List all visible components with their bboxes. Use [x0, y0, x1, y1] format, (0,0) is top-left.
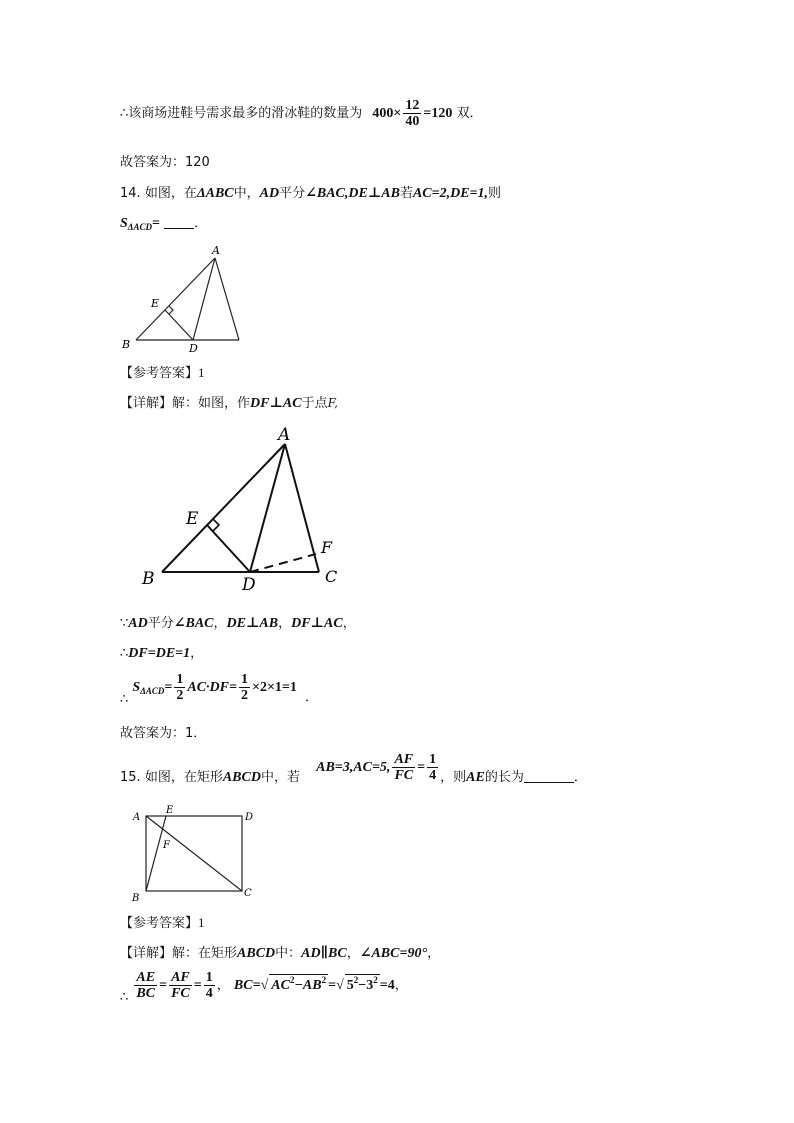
fig3-label-f: F [163, 840, 170, 851]
q14-step1-angle: ∠BAC [173, 616, 214, 631]
q14-detail-expr: DF⊥AC [250, 396, 302, 411]
q15-step-sqrt1: $AC^2-AB^2$ [271, 975, 327, 993]
q14-s-sub: ΔACD [127, 222, 152, 232]
q15-step: ∴ $\frac{AE}{BC}$ = $\frac{AF}{FC}$ = $\frac{1}{4}$ ， BC=√ $AC^2-AB^2$ =√ $5^2-3^2 =4$， [120, 970, 408, 1005]
q15-number: 15. [120, 770, 141, 785]
q14-step2-end: ， [190, 646, 204, 661]
q15-step-frac-c: $\frac{1}{4}$ [205, 970, 213, 1001]
q14-ref-answer [120, 362, 205, 381]
q15-frac1: $\frac{AF}{FC}$ [394, 752, 414, 783]
q14-step3-frac2: $\frac{1}{2}$ [240, 672, 248, 703]
q14-ref-answer-value: 1 [198, 365, 205, 380]
q15-step-sqrt2: $5^2-3^2$ [346, 975, 378, 993]
q14-detail-text1: 解：如图，作 [172, 396, 251, 411]
q14-step3 [120, 672, 318, 707]
q15-answer-blank[interactable] [524, 770, 574, 783]
q14-step1-comma3: ， [342, 616, 356, 631]
q15-detail-end: ， [427, 946, 441, 961]
q13-conclusion-suffix: 双． [456, 106, 483, 121]
fig1-label-a: A [212, 244, 220, 257]
q15-text2: 中，若 [260, 770, 300, 785]
q15-text1: 如图，在矩形 [144, 770, 223, 785]
q15-figure [128, 804, 268, 904]
q14-detail-label: 【详解】 [120, 396, 173, 411]
q15-rect: ABCD [222, 770, 261, 785]
q15-step-end: ， [394, 978, 408, 993]
fig2-label-d: D [242, 575, 256, 590]
q14-step1-comma2: ， [278, 616, 292, 631]
q14-end: ． [194, 216, 208, 231]
fig3-label-d: D [245, 812, 254, 823]
fig3-label-b: B [132, 893, 140, 904]
q15-detail [120, 942, 440, 962]
q14-step3-tail: ×2×1=1 [251, 680, 297, 695]
fig2-label-e: E [186, 509, 199, 529]
fig3-label-c: C [244, 888, 252, 899]
q14-given: AC=2,DE=1, [412, 186, 489, 201]
q14-text3: 平分 [279, 186, 306, 201]
fig2-label-f: F [321, 538, 333, 557]
q14-figure-large [138, 420, 358, 590]
q15-given1: AB=3,AC=5, [316, 760, 391, 775]
q14-step1-ad: AD [128, 616, 148, 631]
q14-s-label: S [120, 216, 128, 231]
q14-number: 14. [120, 186, 141, 201]
q14-step3-end: ． [305, 690, 319, 705]
q14-step1 [120, 612, 356, 632]
q14-step3-frac1: $\frac{1}{2}$ [176, 672, 184, 703]
q15-detail-label: 【详解】 [120, 946, 173, 961]
q14-ad: AD [259, 186, 280, 201]
q14-text4: 若 [399, 186, 413, 201]
q14-detail [120, 392, 338, 412]
q14-step1-de: DE⊥AB [226, 616, 279, 631]
q15-step-bc: BC= [233, 978, 261, 993]
q14-step3-mid: AC·DF= [187, 680, 237, 695]
q13-fraction: $\frac{12}{40}$ [405, 98, 420, 129]
fig2-label-b: B [142, 569, 155, 589]
q14-text5: 则 [488, 186, 502, 201]
q15-ae: AE [466, 770, 485, 785]
q15-detail-text2: 中： [275, 946, 302, 961]
q13-answer-line: 故答案为：120 [120, 155, 210, 170]
q13-conclusion-prefix: ∴该商场进鞋号需求最多的滑冰鞋的数量为 [120, 106, 363, 121]
q15-step-comma: ， [216, 978, 230, 993]
fig2-label-c: C [325, 567, 338, 586]
q14-step2-prefix: ∴ [120, 646, 129, 661]
q14-detail-point: F, [327, 396, 338, 410]
q15-text4: 的长为 [484, 770, 524, 785]
q14-s-eq: = [151, 216, 160, 231]
q14-step3-prefix: ∴ [120, 692, 129, 707]
q15-detail-par: AD∥BC [301, 946, 347, 961]
q13-expr-b: =120 [423, 106, 453, 121]
q15-end: ． [573, 770, 587, 785]
q14-step1-comma1: ， [213, 616, 227, 631]
q13-expr-a: 400× [372, 106, 402, 121]
q15-ref-answer-value: 1 [198, 915, 205, 930]
q15-detail-angle: ∠ABC=90° [359, 946, 428, 961]
q14-step3-eq: = [164, 680, 173, 695]
q15-step-result: =4 [379, 978, 395, 993]
q15-ref-answer [120, 912, 205, 931]
fig1-label-b: B [122, 338, 131, 351]
q15-step-eq2: = [328, 978, 337, 993]
q14-step1-t1: 平分 [147, 616, 174, 631]
q15-detail-comma: ， [346, 946, 360, 961]
fig3-label-e: E [166, 805, 174, 816]
q14-text1: 如图，在 [144, 186, 197, 201]
q14-triangle: ΔABC [196, 186, 234, 201]
q15-question [120, 752, 587, 786]
q14-answer-line: 故答案为：1． [120, 726, 207, 741]
fig1-label-d: D [189, 342, 198, 352]
q14-step1-df: DF⊥AC [291, 616, 343, 631]
q15-ref-answer-label: 【参考答案】 [120, 916, 199, 931]
fig2-label-a: A [278, 425, 291, 445]
q15-step-prefix: ∴ [120, 990, 129, 1005]
q14-condition: ∠BAC,DE⊥AB [305, 186, 400, 201]
q13-conclusion [120, 98, 483, 129]
q15-frac2: $\frac{1}{4}$ [429, 752, 437, 783]
q14-answer-blank[interactable] [164, 216, 194, 229]
fig1-label-e: E [151, 297, 160, 310]
fig3-label-a: A [133, 812, 141, 823]
q14-step3-sub: ΔACD [140, 686, 165, 696]
q15-text3: ，则 [440, 770, 467, 785]
q15-detail-rect: ABCD [237, 946, 276, 961]
q15-step-frac-b: $\frac{AF}{FC}$ [171, 970, 190, 1001]
q15-step-frac-a: $\frac{AE}{BC}$ [136, 970, 156, 1001]
q15-eq: = [417, 760, 426, 775]
q14-question [120, 182, 501, 202]
q14-step3-s: S [132, 680, 141, 695]
q14-step2-expr: DF=DE=1 [128, 646, 191, 661]
q15-detail-text1: 解：在矩形 [172, 946, 238, 961]
q14-detail-text2: 于点 [301, 396, 328, 411]
q14-ref-answer-label: 【参考答案】 [120, 366, 199, 381]
q14-figure-small [118, 240, 248, 352]
q14-area-blank [120, 212, 207, 232]
q14-text2: 中， [233, 186, 260, 201]
q14-step1-prefix: ∵ [120, 616, 129, 631]
q14-step2 [120, 642, 203, 662]
